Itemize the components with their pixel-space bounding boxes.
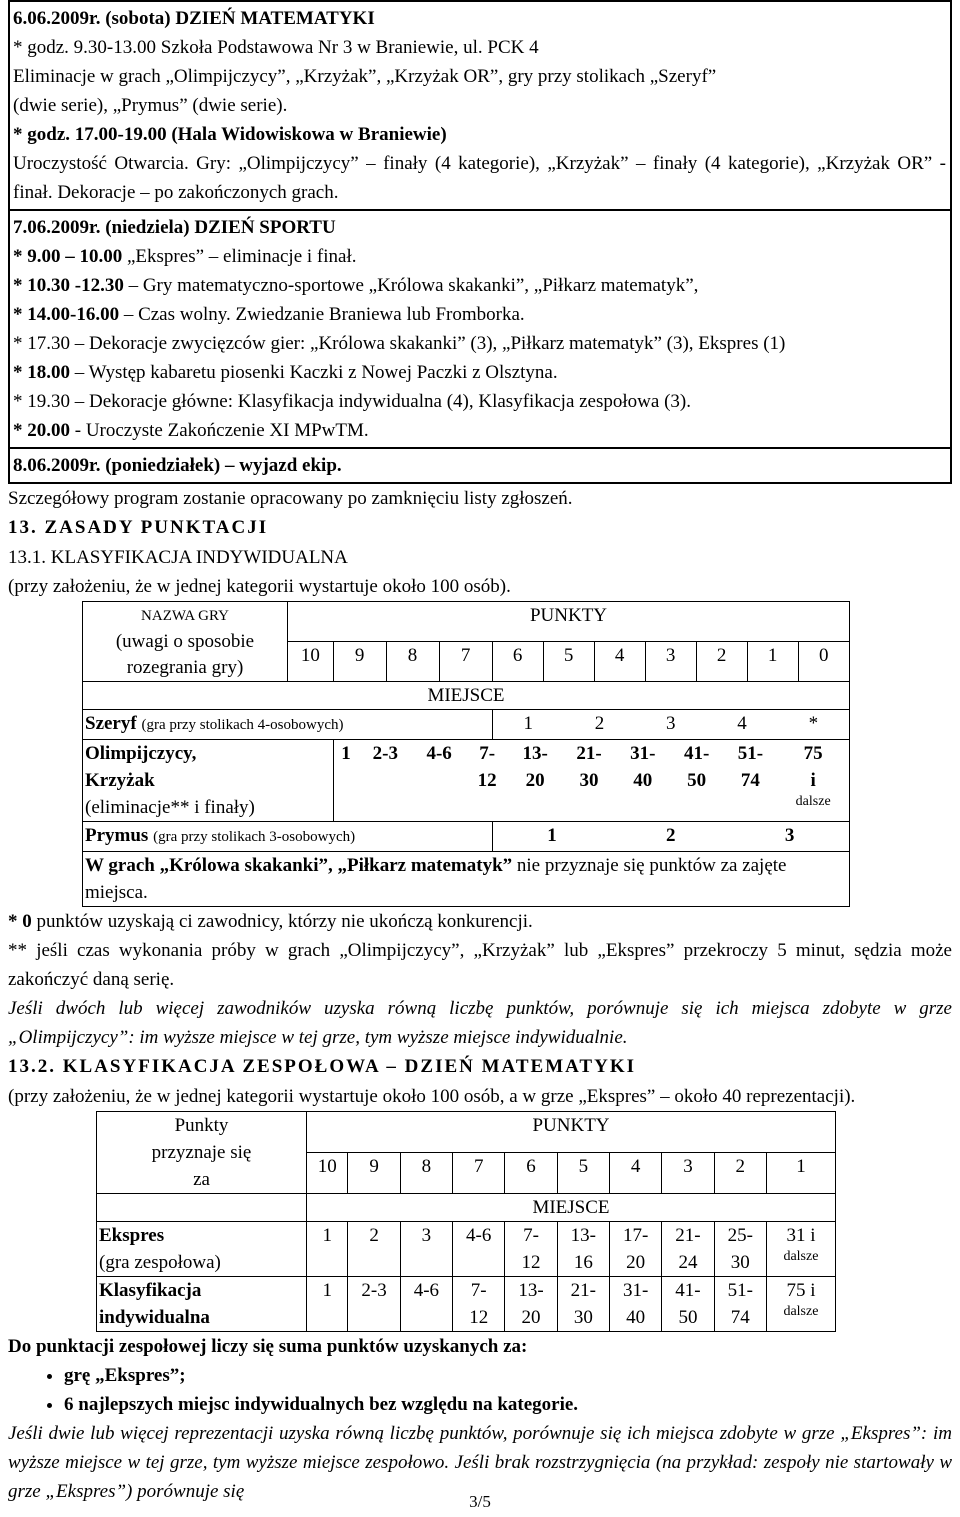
points-cell: 8	[386, 642, 439, 682]
table-header-name	[97, 1112, 307, 1194]
table-cell: 31- 40	[630, 743, 656, 791]
day2-line	[13, 358, 946, 387]
note-mark: * 0	[8, 911, 32, 932]
section-heading: 13. ZASADY PUNKTACJI	[8, 517, 269, 538]
time: * 20.00	[13, 420, 70, 441]
schedule-day1	[8, 0, 952, 211]
points-cell: 2	[714, 1153, 766, 1194]
header-miejsce: MIEJSCE	[307, 1194, 836, 1222]
game-note: (gra zespołowa)	[99, 1252, 221, 1273]
points-cell: 1	[766, 1153, 835, 1194]
day2-line	[13, 416, 946, 445]
header-label: przyznaje się	[151, 1142, 252, 1163]
event: - Uroczyste Zakończenie XI MPwTM.	[70, 420, 369, 441]
table-cell: 51- 74	[737, 743, 764, 791]
table-cell: *	[808, 713, 819, 734]
individual-points-table	[82, 601, 850, 907]
table-cell: 17- 20	[609, 1222, 661, 1277]
table-cell: 13- 20	[505, 1277, 557, 1332]
final-paragraph: Jeśli dwie lub więcej reprezentacji uzyska równą liczbę punktów, porównuje się ich miejsca zdobyte w grze „Ekspres”: im wyższe miejsce w tej grze, tym wyższe miejsce zespołowo. Jeśli brak rozstrzygnięcia (na przykład: zespoły nie startowały w grze „Ekspres”) porównuje się	[8, 1423, 952, 1502]
header-label: za	[193, 1169, 210, 1190]
table-header-name	[83, 602, 288, 682]
points-cell: 3	[662, 1153, 714, 1194]
page-number: 3/5	[469, 1492, 491, 1511]
event: – Czas wolny. Zwiedzanie Braniewa lub Fromborka.	[119, 304, 525, 325]
empty-cell	[97, 1194, 307, 1222]
game-name: Krzyżak	[85, 770, 155, 791]
day1-line: * godz. 17.00-19.00 (Hala Widowiskowa w Braniewie)	[13, 124, 447, 145]
list-item: • grę „Ekspres”;	[64, 1361, 952, 1390]
team-score-list	[8, 1361, 952, 1419]
header-miejsce: MIEJSCE	[83, 682, 850, 710]
table-cell: 21- 30	[576, 743, 602, 791]
table-cell: 4-6	[453, 1222, 505, 1277]
header-sub: rozegrania gry)	[126, 657, 244, 678]
table-row	[83, 822, 850, 852]
table-row	[83, 710, 850, 740]
time: * 9.00 – 10.00	[13, 246, 123, 267]
table-cell: 13- 16	[557, 1222, 609, 1277]
table-cell: 1	[307, 1277, 348, 1332]
table-cell: 4	[737, 713, 747, 734]
points-cell: 4	[609, 1153, 661, 1194]
games-rest: nie przyznaje się punktów za zajęte miejsca.	[85, 855, 787, 903]
row-label	[97, 1277, 307, 1332]
note-double-star: ** jeśli czas wykonania próby w grach „Olimpijczycy”, „Krzyżak” lub „Ekspres” przekroczy 5 minut, sędzia może zakończyć daną serię.	[8, 940, 952, 990]
table-footnote	[83, 852, 850, 907]
header-punkty: PUNKTY	[307, 1112, 836, 1153]
table-cell: 75 i dalsze	[766, 1277, 835, 1332]
table-cell: 3	[666, 713, 676, 734]
game-name: Ekspres	[99, 1225, 165, 1246]
points-cell: 4	[594, 642, 645, 682]
intro-text: Szczegółowy program zostanie opracowany po zamknięciu listy zgłoszeń.	[8, 488, 573, 509]
time: * 17.30	[13, 333, 70, 354]
points-cell: 10	[307, 1153, 348, 1194]
schedule-day3	[8, 449, 952, 484]
team-score-heading: Do punktacji zespołowej liczy się suma punktów uzyskanych za:	[8, 1336, 528, 1357]
table-row	[83, 852, 850, 907]
day1-line: (dwie serie), „Prymus” (dwie serie).	[13, 95, 288, 116]
points-cell: 5	[543, 642, 594, 682]
table-cell: 2	[594, 713, 605, 734]
table-row	[97, 1222, 836, 1277]
row-values	[492, 822, 849, 852]
header-sub: (uwagi o sposobie	[115, 631, 255, 652]
time: * 19.30	[13, 391, 70, 412]
header-punkty: PUNKTY	[288, 602, 850, 642]
table-cell: 75 i dalsze	[795, 743, 831, 809]
table-cell: 13- 20	[522, 743, 548, 791]
day2-line	[13, 271, 946, 300]
game-name: Szeryf	[85, 713, 137, 734]
points-cell: 10	[288, 642, 334, 682]
points-cell: 6	[505, 1153, 557, 1194]
list-item: • 6 najlepszych miejsc indywidualnych bez względu na kategorie.	[64, 1390, 952, 1419]
game-name: Olimpijczycy,	[85, 743, 197, 764]
points-cell: 9	[348, 1153, 400, 1194]
day2-heading: 7.06.2009r. (niedziela) DZIEŃ SPORTU	[13, 217, 336, 238]
table-cell: 2-3	[348, 1277, 400, 1332]
day2-line	[13, 300, 946, 329]
points-cell: 6	[492, 642, 543, 682]
time: * 10.30 -12.30	[13, 275, 124, 296]
time: * 18.00	[13, 362, 70, 383]
game-name: Prymus	[85, 825, 149, 846]
table-cell: 21- 24	[662, 1222, 714, 1277]
header-label: NAZWA GRY	[141, 608, 229, 624]
table-cell: 51- 74	[714, 1277, 766, 1332]
note-tiebreak: Jeśli dwóch lub więcej zawodników uzyska równą liczbę punktów, porównuje się ich miejsca zdobyte w grze „Olimpijczycy”: im wyższe miejsce w tej grze, tym wyższe miejsce indywidualnie.	[8, 998, 952, 1048]
table-cell: 31- 40	[609, 1277, 661, 1332]
table-cell: 1	[341, 743, 351, 764]
table-cell: 4-6	[426, 743, 452, 764]
event: „Ekspres” – eliminacje i finał.	[122, 246, 357, 267]
header-label: Punkty	[174, 1115, 229, 1136]
table-cell: 7- 12	[477, 743, 497, 791]
document-page	[8, 0, 952, 1506]
table-cell: 41- 50	[683, 743, 710, 791]
event: – Gry matematyczno-sportowe „Królowa skakanki”, „Piłkarz matematyk”,	[123, 275, 699, 296]
note-zero	[8, 907, 952, 936]
team-points-table	[96, 1111, 836, 1332]
day1-line: * godz. 9.30-13.00 Szkoła Podstawowa Nr 3 w Braniewie, ul. PCK 4	[13, 37, 539, 58]
games-bold: W grach „Królowa skakanki”, „Piłkarz matematyk”	[85, 855, 513, 876]
table-cell: 4-6	[400, 1277, 452, 1332]
points-cell: 5	[557, 1153, 609, 1194]
table-cell: 3	[400, 1222, 452, 1277]
row-values	[333, 740, 849, 822]
table-cell: 7- 12	[505, 1222, 557, 1277]
day3-heading: 8.06.2009r. (poniedziałek) – wyjazd ekip.	[13, 455, 342, 476]
day1-line: Eliminacje w grach „Olimpijczycy”, „Krzyżak”, „Krzyżak OR”, gry przy stolikach „Szeryf”	[13, 66, 717, 87]
event: – Dekoracje główne: Klasyfikacja indywidualna (4), Klasyfikacja zespołowa (3).	[70, 391, 691, 412]
table-cell: 21- 30	[557, 1277, 609, 1332]
points-cell: 3	[645, 642, 696, 682]
table-cell: 3	[784, 825, 795, 846]
game-note: (gra przy stolikach 3-osobowych)	[153, 829, 356, 845]
event: – Występ kabaretu piosenki Kaczki z Nowej Paczki z Olsztyna.	[70, 362, 558, 383]
game-note: (eliminacje** i finały)	[85, 797, 255, 818]
subsection-note: (przy założeniu, że w jednej kategorii wystartuje około 100 osób).	[8, 576, 511, 597]
day2-line	[13, 329, 946, 358]
row-values	[492, 710, 849, 740]
day1-heading: 6.06.2009r. (sobota) DZIEŃ MATEMATYKI	[13, 8, 375, 29]
points-cell: 2	[696, 642, 747, 682]
row-label	[83, 740, 334, 822]
table-cell: 2	[666, 825, 676, 846]
points-cell: 7	[453, 1153, 505, 1194]
day2-line	[13, 387, 946, 416]
subsection-heading: 13.2. KLASYFIKACJA ZESPOŁOWA – DZIEŃ MATEMATYKI	[8, 1056, 637, 1077]
points-cell: 7	[439, 642, 492, 682]
row-label	[83, 710, 493, 740]
table-cell: 41- 50	[662, 1277, 714, 1332]
schedule-day2	[8, 211, 952, 449]
points-cell: 9	[333, 642, 386, 682]
table-cell: 7- 12	[453, 1277, 505, 1332]
table-row	[83, 740, 850, 822]
event: – Dekoracje zwycięzców gier: „Królowa skakanki” (3), „Piłkarz matematyk” (3), Ekspres (1)	[70, 333, 786, 354]
row-label	[83, 822, 493, 852]
table-cell: 2	[348, 1222, 400, 1277]
day2-line	[13, 242, 946, 271]
points-cell: 1	[747, 642, 798, 682]
game-note: (gra przy stolikach 4-osobowych)	[141, 717, 344, 733]
table-cell: 31 i dalsze	[766, 1222, 835, 1277]
table-cell: 1	[547, 825, 557, 846]
table-cell: 1	[523, 713, 533, 734]
table-cell: 1	[307, 1222, 348, 1277]
subsection-heading: 13.1. KLASYFIKACJA INDYWIDUALNA	[8, 547, 348, 568]
day1-line: Uroczystość Otwarcia. Gry: „Olimpijczycy” – finały (4 kategorie), „Krzyżak” – finały (4 kategorie), „Krzyżak OR” - finał. Dekoracje – po zakończonych grach.	[13, 153, 946, 203]
table-row	[97, 1277, 836, 1332]
points-cell: 8	[400, 1153, 452, 1194]
time: * 14.00-16.00	[13, 304, 120, 325]
game-name: Klasyfikacja	[99, 1280, 202, 1301]
points-cell: 0	[798, 642, 849, 682]
table-cell: 2-3	[372, 743, 398, 764]
row-label	[97, 1222, 307, 1277]
table-cell: 25- 30	[714, 1222, 766, 1277]
subsection-note: (przy założeniu, że w jednej kategorii wystartuje około 100 osób, a w grze „Ekspres” – około 40 reprezentacji).	[8, 1086, 856, 1107]
note-text: punktów uzyskają ci zawodnicy, którzy nie ukończą konkurencji.	[31, 911, 533, 932]
game-name: indywidualna	[99, 1307, 210, 1328]
